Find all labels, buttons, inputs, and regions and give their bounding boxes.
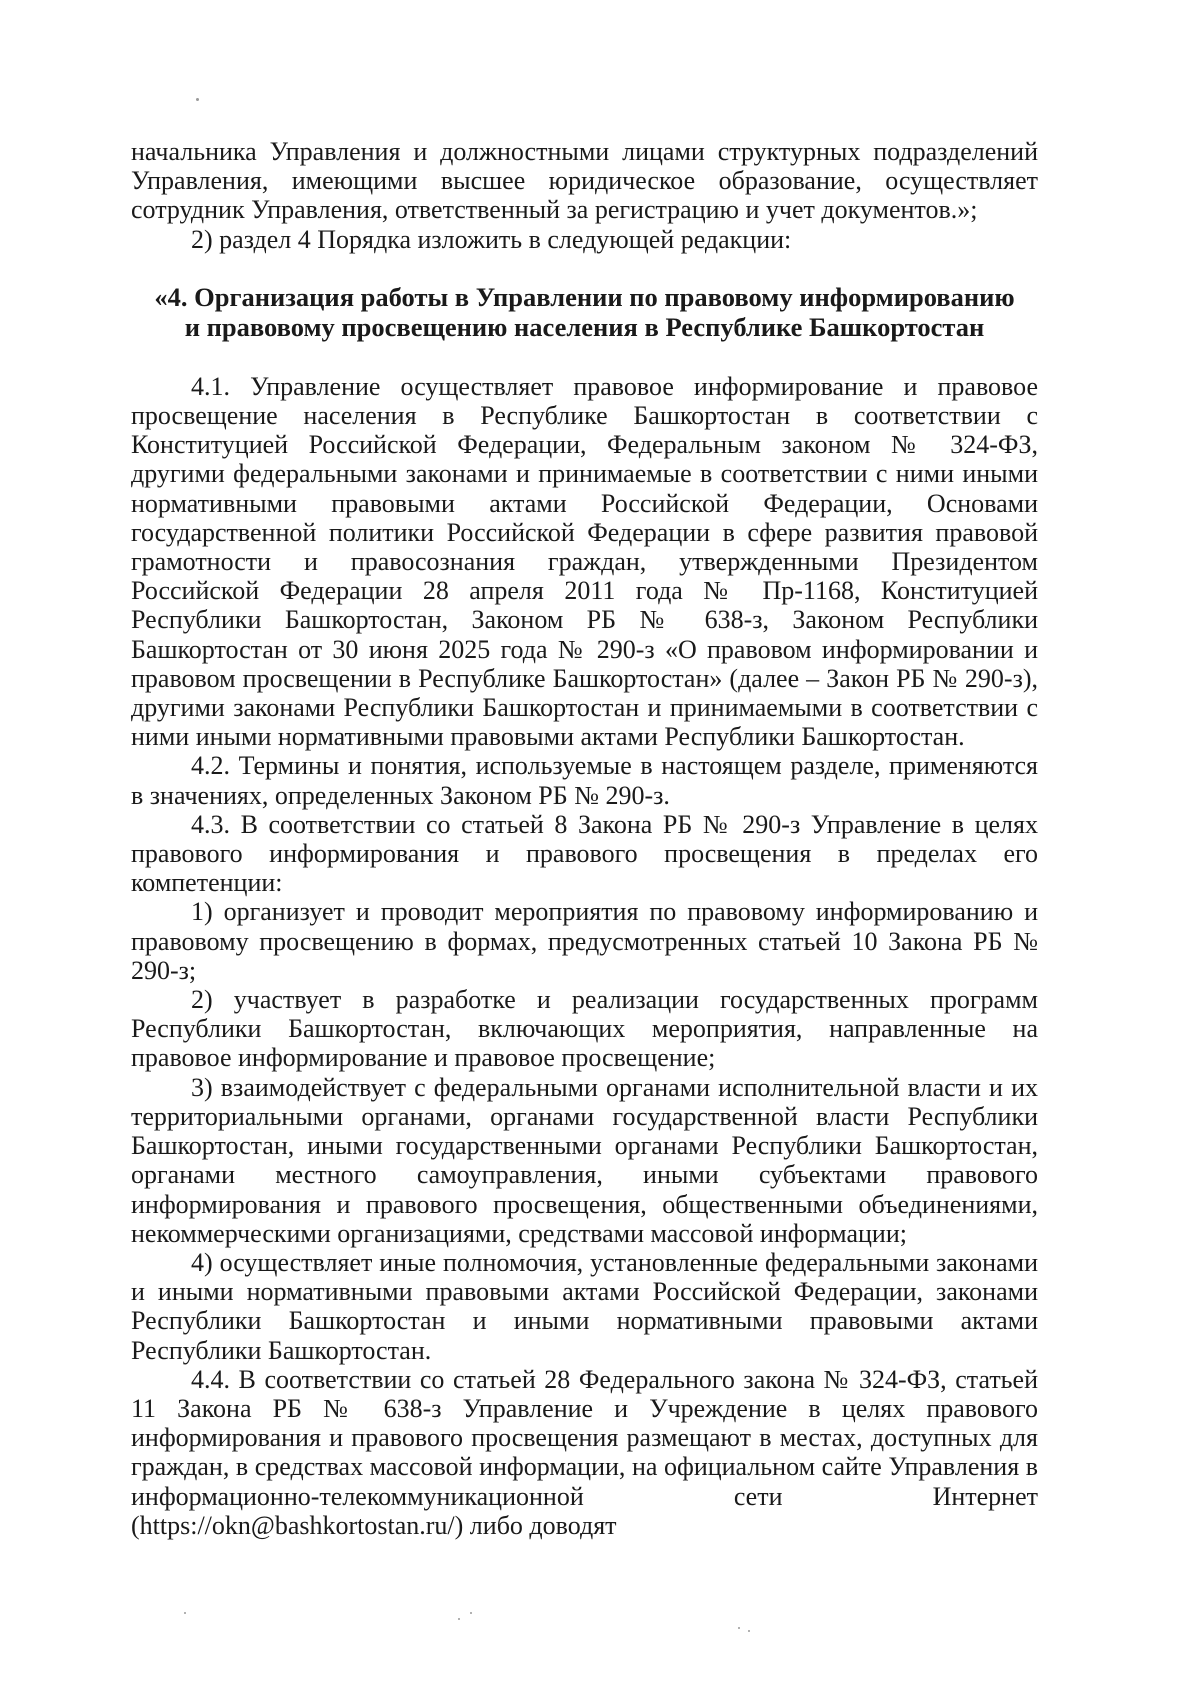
paragraph-4-4: 4.4. В соответствии со статьей 28 Федерального закона № 324-ФЗ, статьей 11 Закона РБ № 638-з Управление и Учреждение в целях правового информирования и правового просвещения размещают в местах, доступных для граждан, в средствах массовой информации, на официальном сайте Управления в информационно-телекоммуникационной сети Интернет (https://okn@bashkortostan.ru/) либо доводят [131,1364,1038,1540]
paragraph-4-3: 4.3. В соответствии со статьей 8 Закона РБ № 290-з Управление в целях правового информирования и правового просвещения в пределах его компетенции: [131,809,1038,898]
scan-speck [748,1630,750,1632]
section-heading [131,282,1038,342]
document-body [131,137,1038,1540]
scan-speck [458,1618,460,1620]
scan-speck [196,98,199,101]
scan-speck [738,1627,740,1629]
section-heading-line-1: «4. Организация работы в Управлении по правовому информированию [154,281,1015,312]
scan-speck [184,1612,186,1614]
paragraph-4-2: 4.2. Термины и понятия, используемые в настоящем разделе, применяются в значениях, определенных Законом РБ № 290-з. [131,751,1038,810]
paragraph-4-3-item-2: 2) участвует в разработке и реализации государственных программ Республики Башкортостан, включающих мероприятия, направленные на правовое информирование и правовое просвещение; [131,985,1038,1073]
paragraph-4-3-item-1: 1) организует и проводит мероприятия по правовому информированию и правовому просвещению в формах, предусмотренных статьей 10 Закона РБ № 290-з; [131,897,1038,985]
section-heading-line-2: и правовому просвещению населения в Республике Башкортостан [184,311,985,342]
paragraph-item-2: 2) раздел 4 Порядка изложить в следующей редакции: [191,224,792,254]
scan-speck [470,1612,472,1614]
paragraph-continuation: начальника Управления и должностными лицами структурных подразделений Управления, имеющими высшее юридическое образование, осуществляет сотрудник Управления, ответственный за регистрацию и учет документов.»; [131,137,1038,225]
paragraph-4-3-item-3: 3) взаимодействует с федеральными органами исполнительной власти и их территориальными органами, органами государственной власти Республики Башкортостан, иными государственными органами Республики Башкортостан, органами местного самоуправления, иными субъектами правового информирования и правового просвещения, общественными объединениями, некоммерческими организациями, средствами массовой информации; [131,1072,1038,1248]
paragraph-4-3-item-4: 4) осуществляет иные полномочия, установленные федеральными законами и иными нормативными правовыми актами Российской Федерации, законами Республики Башкортостан и иными нормативными правовыми актами Республики Башкортостан. [131,1247,1038,1365]
paragraph-4-1: 4.1. Управление осуществляет правовое информирование и правовое просвещение населения в Республике Башкортостан в соответствии с Конституцией Российской Федерации, Федеральным законом № 324-ФЗ, другими федеральными законами и принимаемые в соответствии с ними иными нормативными правовыми актами Российской Федерации, Основами государственной политики Российской Федерации в сфере развития правовой грамотности и правосознания граждан, утвержденными Президентом Российской Федерации 28 апреля 2011 года № Пр-1168, Конституцией Республики Башкортостан, Законом РБ № 638-з, Законом Республики Башкортостан от 30 июня 2025 года № 290-з «О правовом информировании и правовом просвещении в Республике Башкортостан» (далее – Закон РБ № 290-з), другими законами Республики Башкортостан и принимаемыми в соответствии с ними иными нормативными правовыми актами Республики Башкортостан. [131,371,1038,752]
